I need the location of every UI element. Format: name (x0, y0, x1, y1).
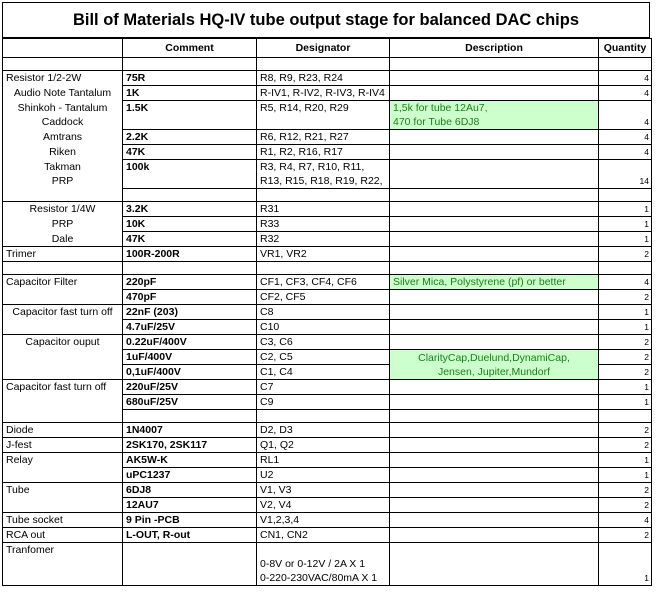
table-row (3, 145, 652, 160)
designator-cell: V1, V3 (257, 483, 390, 498)
table-row (3, 232, 652, 247)
designator-cell: C10 (257, 320, 390, 335)
spacer-row (3, 58, 652, 71)
header-category (3, 39, 123, 58)
quantity-cell: 4 (599, 71, 652, 86)
designator-cell: D2, D3 (257, 423, 390, 438)
category-line: PRP (51, 174, 74, 187)
table-row (3, 86, 652, 101)
description-cell: Silver Mica, Polystyrene (pf) or better (390, 275, 599, 290)
quantity-cell: 2 (599, 528, 652, 543)
description-cell (390, 453, 599, 468)
description-cell (390, 232, 599, 247)
description-cell (390, 247, 599, 262)
description-cell (390, 498, 599, 513)
description-cell (390, 468, 599, 483)
category-cell: Capacitor fast turn off (3, 305, 123, 320)
comment-cell: 220pF (123, 275, 257, 290)
table-row (3, 101, 652, 130)
header-quantity: Quantity (599, 39, 652, 58)
header-row (3, 39, 652, 58)
designator-cell: C7 (257, 380, 390, 395)
description-cell (390, 101, 599, 130)
comment-cell: 3.2K (123, 202, 257, 217)
description-cell (390, 320, 599, 335)
comment-cell: 2.2K (123, 130, 257, 145)
designator-cell: R1, R2, R16, R17 (257, 145, 390, 160)
table-row (3, 202, 652, 217)
comment-cell: 10K (123, 217, 257, 232)
category-cell: J-fest (3, 438, 123, 453)
description-cell (390, 350, 599, 380)
table-row (3, 498, 652, 513)
quantity-cell: 4 (599, 101, 652, 130)
category-cell: Resistor 1/4W (3, 202, 123, 217)
table-row (3, 335, 652, 350)
quantity-cell: 1 (599, 217, 652, 232)
table-row (3, 160, 652, 189)
designator-cell: R8, R9, R23, R24 (257, 71, 390, 86)
comment-cell: L-OUT, R-out (123, 528, 257, 543)
quantity-cell: 2 (599, 247, 652, 262)
comment-cell: 4.7uF/25V (123, 320, 257, 335)
description-cell (390, 423, 599, 438)
description-cell (390, 86, 599, 101)
quantity-cell: 14 (599, 160, 652, 189)
category-cell: Relay (3, 453, 123, 468)
header-description: Description (390, 39, 599, 58)
header-comment: Comment (123, 39, 257, 58)
quantity-cell: 1 (599, 320, 652, 335)
spacer-row (3, 262, 652, 275)
quantity-cell: 1 (599, 395, 652, 410)
table-row (3, 513, 652, 528)
description-cell (390, 528, 599, 543)
comment-cell: 6DJ8 (123, 483, 257, 498)
comment-cell: 100k (123, 160, 257, 189)
designator-cell: C9 (257, 395, 390, 410)
description-cell (390, 483, 599, 498)
quantity-cell: 4 (599, 145, 652, 160)
description-cell (390, 305, 599, 320)
description-line: 470 for Tube 6DJ8 (393, 116, 480, 128)
description-cell (390, 202, 599, 217)
designator-cell (257, 160, 390, 189)
category-cell: Dale (3, 232, 123, 247)
category-cell: Tranfomer (3, 543, 123, 586)
description-cell (390, 543, 599, 586)
designator-cell: V1,2,3,4 (257, 513, 390, 528)
table-row (3, 217, 652, 232)
comment-cell: 75R (123, 71, 257, 86)
table-row (3, 130, 652, 145)
category-cell (3, 365, 123, 380)
category-cell: Riken (3, 145, 123, 160)
category-cell: Resistor 1/2-2W (3, 71, 123, 86)
designator-cell: Q1, Q2 (257, 438, 390, 453)
designator-cell: CF1, CF3, CF4, CF6 (257, 275, 390, 290)
category-cell: Tube (3, 483, 123, 498)
designator-cell: R33 (257, 217, 390, 232)
quantity-cell: 2 (599, 423, 652, 438)
table-row (3, 468, 652, 483)
category-cell: Capacitor ouput (3, 335, 123, 350)
quantity-cell: 2 (599, 498, 652, 513)
quantity-cell: 2 (599, 350, 652, 365)
category-cell (3, 350, 123, 365)
table-row (3, 528, 652, 543)
description-cell (390, 380, 599, 395)
designator-cell: U2 (257, 468, 390, 483)
category-line: Shinkoh - Tantalum (17, 101, 108, 114)
description-cell (390, 217, 599, 232)
table-row (3, 423, 652, 438)
category-cell (3, 101, 123, 130)
designator-cell: V2, V4 (257, 498, 390, 513)
description-cell (390, 513, 599, 528)
table-row (3, 453, 652, 468)
comment-cell: uPC1237 (123, 468, 257, 483)
designator-line: R13, R15, R18, R19, R22, (260, 175, 383, 187)
quantity-cell: 4 (599, 275, 652, 290)
category-cell: Capacitor Filter (3, 275, 123, 290)
category-cell: Diode (3, 423, 123, 438)
comment-cell: 100R-200R (123, 247, 257, 262)
table-row (3, 380, 652, 395)
quantity-cell: 2 (599, 335, 652, 350)
comment-cell: AK5W-K (123, 453, 257, 468)
table-row (3, 438, 652, 453)
designator-cell: C1, C4 (257, 365, 390, 380)
page-title: Bill of Materials HQ-IV tube output stage for balanced DAC chips (2, 2, 650, 38)
quantity-cell: 1 (599, 453, 652, 468)
description-cell (390, 290, 599, 305)
comment-cell: 0,1uF/400V (123, 365, 257, 380)
category-cell (3, 498, 123, 513)
comment-cell: 47K (123, 145, 257, 160)
description-line: ClarityCap,Duelund,DynamiCap, (418, 351, 570, 364)
table-row (3, 395, 652, 410)
spacer-row (3, 189, 652, 202)
comment-cell: 1.5K (123, 101, 257, 130)
description-line: Jensen, Jupiter,Mundorf (437, 365, 551, 378)
comment-cell: 2SK170, 2SK117 (123, 438, 257, 453)
table-row (3, 320, 652, 335)
comment-cell: 680uF/25V (123, 395, 257, 410)
description-cell (390, 438, 599, 453)
comment-cell: 0.22uF/400V (123, 335, 257, 350)
designator-cell: R-IV1, R-IV2, R-IV3, R-IV4 (257, 86, 390, 101)
description-cell (390, 145, 599, 160)
comment-cell: 1N4007 (123, 423, 257, 438)
table-row (3, 543, 652, 586)
comment-cell: 9 Pin -PCB (123, 513, 257, 528)
designator-cell: R6, R12, R21, R27 (257, 130, 390, 145)
comment-cell: 47K (123, 232, 257, 247)
comment-cell: 12AU7 (123, 498, 257, 513)
category-cell: Audio Note Tantalum (3, 86, 123, 101)
spacer-row (3, 410, 652, 423)
table-row (3, 275, 652, 290)
category-cell: PRP (3, 217, 123, 232)
comment-cell (123, 543, 257, 586)
designator-cell: VR1, VR2 (257, 247, 390, 262)
table-row (3, 350, 652, 365)
category-cell (3, 320, 123, 335)
description-cell (390, 130, 599, 145)
table-row (3, 483, 652, 498)
category-cell (3, 395, 123, 410)
quantity-cell: 2 (599, 483, 652, 498)
category-cell (3, 468, 123, 483)
category-cell: RCA out (3, 528, 123, 543)
designator-cell: C8 (257, 305, 390, 320)
designator-line (260, 543, 386, 557)
category-cell: Trimer (3, 247, 123, 262)
quantity-cell: 2 (599, 290, 652, 305)
designator-cell: R5, R14, R20, R29 (257, 101, 390, 130)
category-line: Caddock (41, 115, 84, 128)
quantity-cell: 1 (599, 202, 652, 217)
designator-cell: C3, C6 (257, 335, 390, 350)
comment-cell: 220uF/25V (123, 380, 257, 395)
description-cell (390, 160, 599, 189)
designator-cell: CF2, CF5 (257, 290, 390, 305)
quantity-cell: 4 (599, 130, 652, 145)
designator-line: 0-220-230VAC/80mA X 1 (260, 572, 378, 584)
designator-cell (257, 543, 390, 586)
category-cell (3, 160, 123, 189)
comment-cell: 1uF/400V (123, 350, 257, 365)
designator-line: R3, R4, R7, R10, R11, (260, 161, 365, 173)
description-cell (390, 395, 599, 410)
quantity-cell: 2 (599, 438, 652, 453)
quantity-cell: 4 (599, 513, 652, 528)
bom-table (2, 38, 652, 586)
quantity-cell: 1 (599, 305, 652, 320)
designator-cell: CN1, CN2 (257, 528, 390, 543)
designator-cell: R32 (257, 232, 390, 247)
comment-cell: 22nF (203) (123, 305, 257, 320)
header-designator: Designator (257, 39, 390, 58)
designator-cell: RL1 (257, 453, 390, 468)
description-line: 1,5k for tube 12Au7, (393, 102, 488, 114)
table-row (3, 290, 652, 305)
category-cell: Tube socket (3, 513, 123, 528)
designator-cell: R31 (257, 202, 390, 217)
comment-cell: 1K (123, 86, 257, 101)
category-cell: Capacitor fast turn off (3, 380, 123, 395)
table-row (3, 71, 652, 86)
quantity-cell: 2 (599, 365, 652, 380)
category-line: Takman (44, 160, 81, 173)
category-cell: Amtrans (3, 130, 123, 145)
description-cell (390, 71, 599, 86)
table-row (3, 247, 652, 262)
quantity-cell: 1 (599, 468, 652, 483)
category-cell (3, 290, 123, 305)
quantity-cell: 1 (599, 380, 652, 395)
quantity-cell: 1 (599, 232, 652, 247)
designator-line: 0-8V or 0-12V / 2A X 1 (260, 558, 366, 570)
designator-cell: C2, C5 (257, 350, 390, 365)
quantity-cell: 1 (599, 543, 652, 586)
description-cell (390, 335, 599, 350)
table-row (3, 305, 652, 320)
quantity-cell: 4 (599, 86, 652, 101)
comment-cell: 470pF (123, 290, 257, 305)
